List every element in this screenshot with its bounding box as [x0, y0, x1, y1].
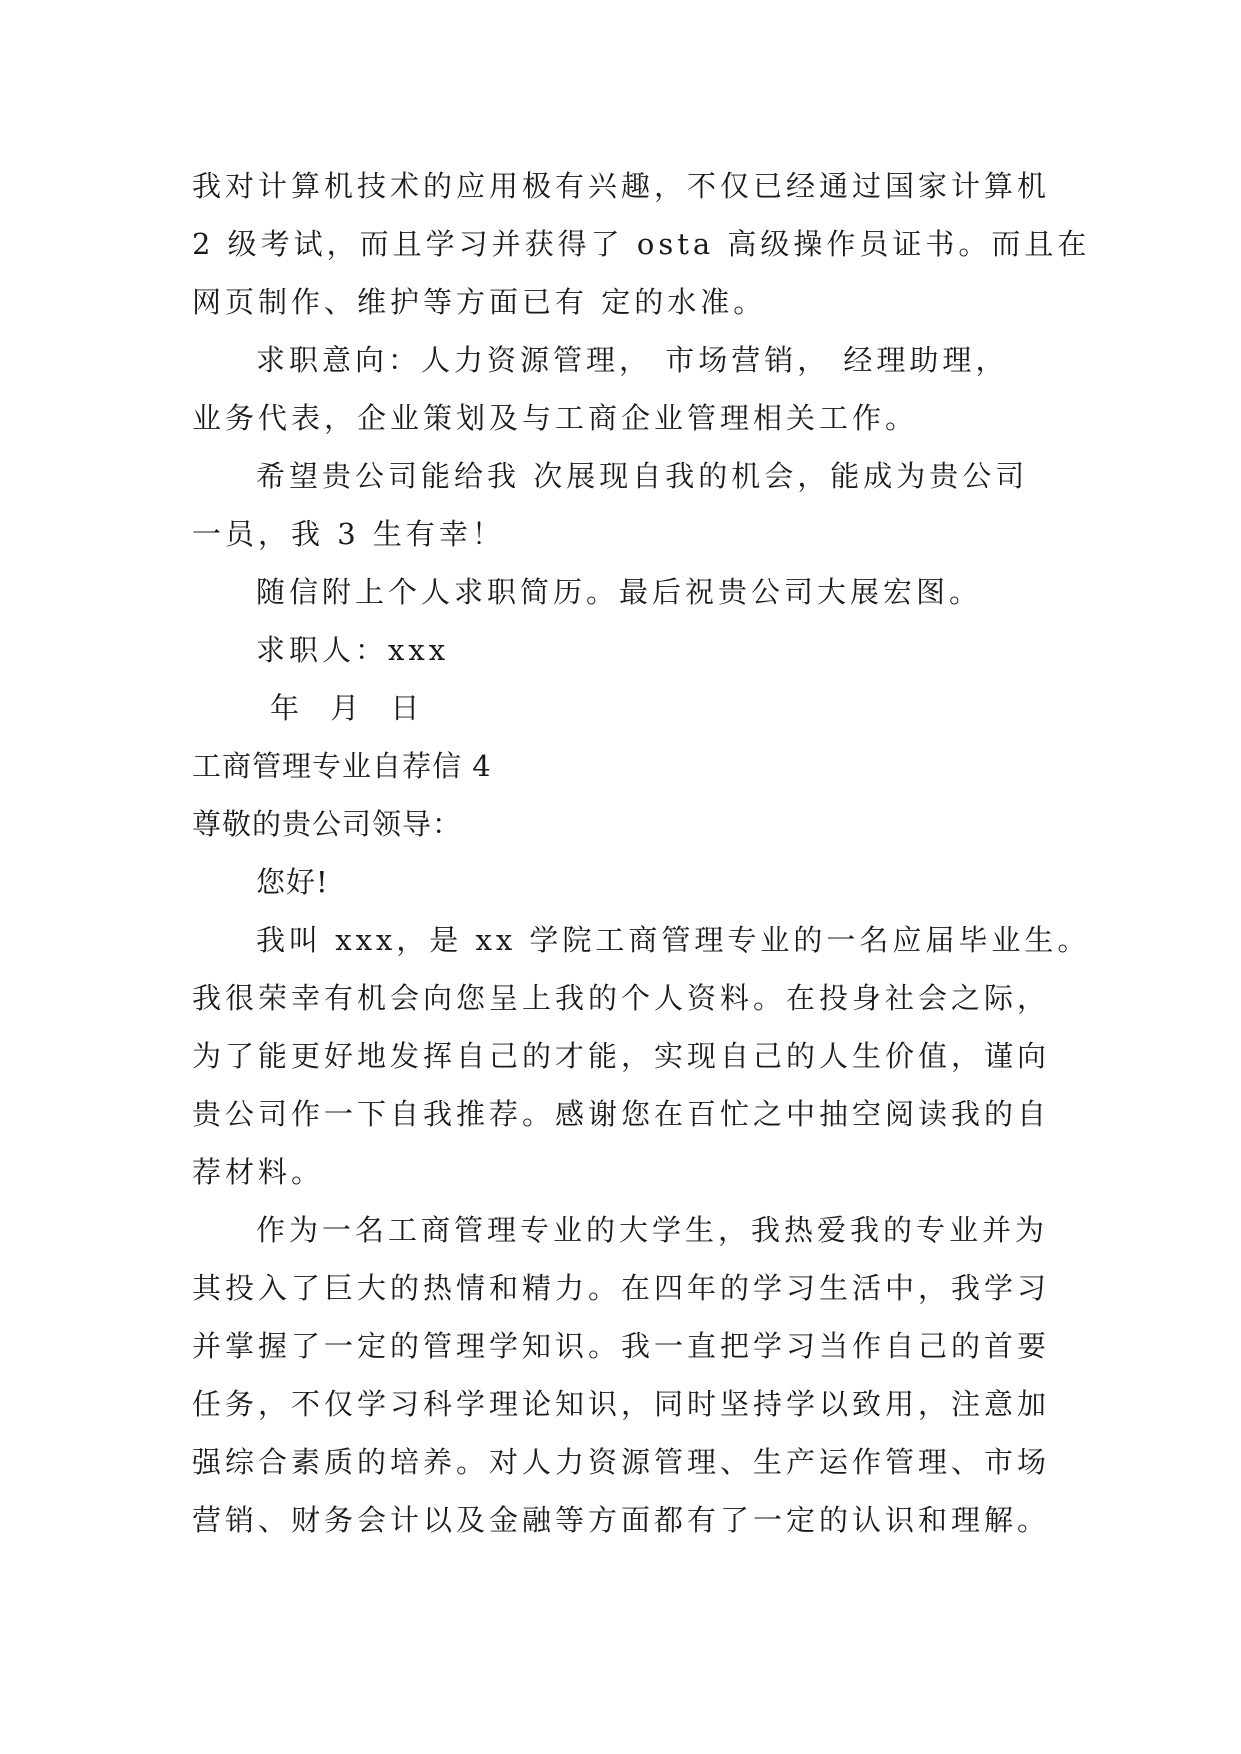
paragraph-line: 网页制作、维护等方面已有 定的水准。: [192, 285, 767, 319]
paragraph-line: 随信附上个人求职简历。最后祝贵公司大展宏图。: [256, 575, 983, 609]
paragraph-line: 我对计算机技术的应用极有兴趣，不仅已经通过国家计算机: [192, 169, 1051, 203]
greeting: 您好!: [256, 865, 329, 899]
paragraph-line: 强综合素质的培养。对人力资源管理、生产运作管理、市场: [192, 1445, 1051, 1479]
paragraph-line: 业务代表，企业策划及与工商企业管理相关工作。: [192, 401, 919, 435]
paragraph-line: 贵公司作一下自我推荐。感谢您在百忙之中抽空阅读我的自: [192, 1097, 1051, 1131]
section-title: 工商管理专业自荐信 4: [192, 749, 492, 783]
signature-line: 求职人：xxx: [256, 633, 450, 667]
paragraph-line: 我很荣幸有机会向您呈上我的个人资料。在投身社会之际，: [192, 981, 1051, 1015]
paragraph-line: 为了能更好地发挥自己的才能，实现自己的人生价值，谨向: [192, 1039, 1051, 1073]
paragraph-line: 一员，我 3 生有幸！: [192, 517, 505, 551]
paragraph-line: 并掌握了一定的管理学知识。我一直把学习当作自己的首要: [192, 1329, 1051, 1363]
salutation: 尊敬的贵公司领导：: [192, 807, 463, 841]
date-line: 年 月 日: [270, 691, 424, 725]
paragraph-line: 我叫 xxx，是 xx 学院工商管理专业的一名应届毕业生。: [256, 923, 1091, 957]
paragraph-line: 希望贵公司能给我 次展现自我的机会，能成为贵公司: [256, 459, 1029, 493]
paragraph-line: 作为一名工商管理专业的大学生，我热爱我的专业并为: [256, 1213, 1049, 1247]
paragraph-line: 营销、财务会计以及金融等方面都有了一定的认识和理解。: [192, 1503, 1051, 1537]
paragraph-line: 荐材料。: [192, 1155, 325, 1189]
paragraph-line: 2 级考试，而且学习并获得了 osta 高级操作员证书。而且在: [192, 227, 1091, 261]
paragraph-line: 任务，不仅学习科学理论知识，同时坚持学以致用，注意加: [192, 1387, 1051, 1421]
paragraph-line: 其投入了巨大的热情和精力。在四年的学习生活中，我学习: [192, 1271, 1051, 1305]
paragraph-line: 求职意向：人力资源管理， 市场营销， 经理助理，: [256, 343, 1009, 377]
